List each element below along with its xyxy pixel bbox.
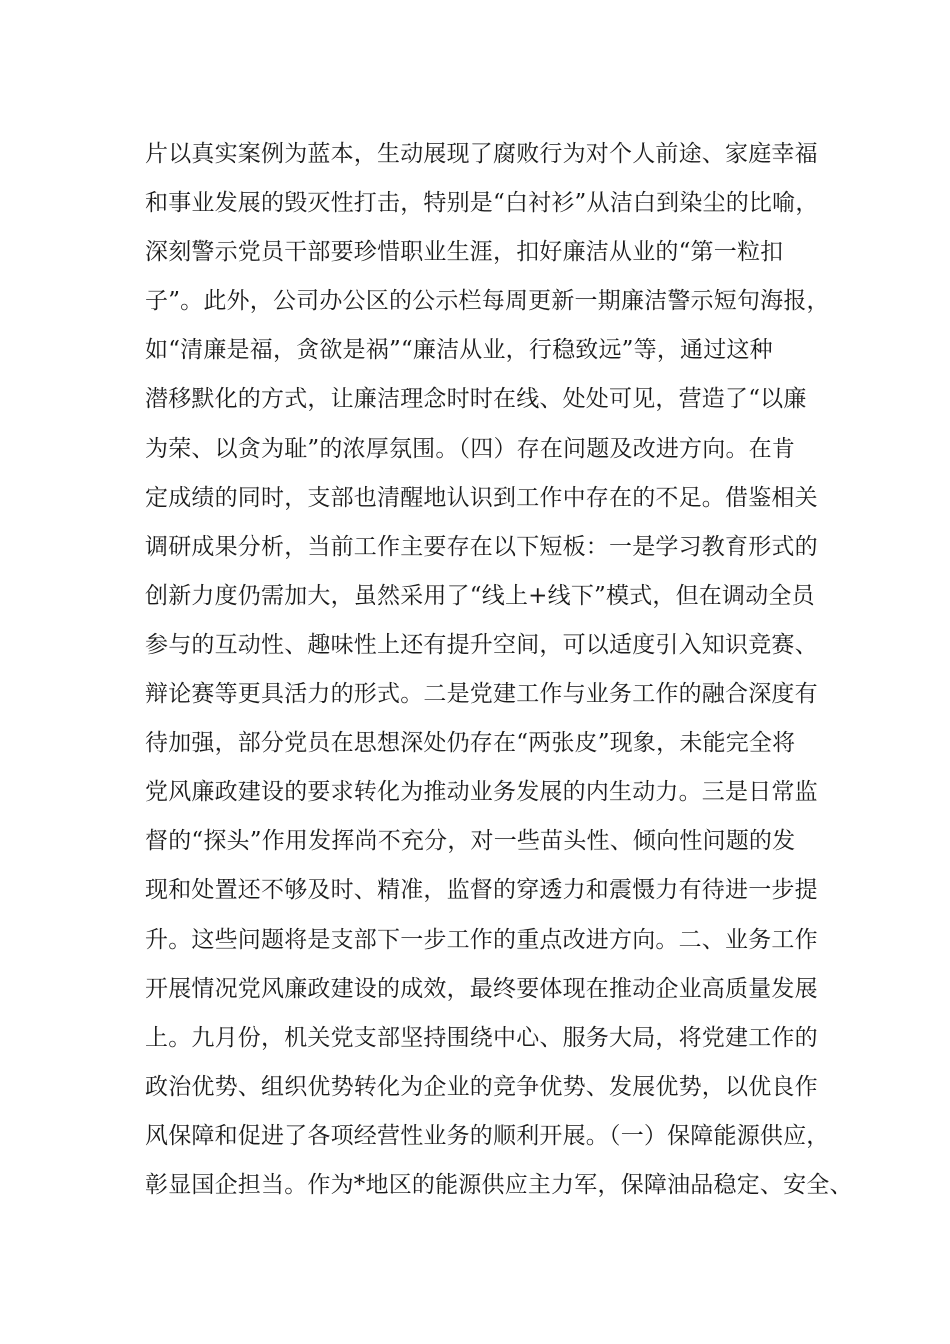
text-line: 调研成果分析，当前工作主要存在以下短板：一是学习教育形式的	[145, 533, 818, 560]
text-line: 定成绩的同时，支部也清醒地认识到工作中存在的不足。借鉴相关	[145, 484, 818, 511]
text-line: 升。这些问题将是支部下一步工作的重点改进方向。二、业务工作	[145, 926, 818, 953]
text-line: 如“清廉是福，贪欲是祸”“廉洁从业，行稳致远”等，通过这种	[145, 337, 773, 364]
text-line: 风保障和促进了各项经营性业务的顺利开展。（一）保障能源供应，	[145, 1122, 830, 1149]
text-line: 党风廉政建设的要求转化为推动业务发展的内生动力。三是日常监	[145, 779, 818, 806]
text-line: 片以真实案例为蓝本，生动展现了腐败行为对个人前途、家庭幸福	[145, 141, 818, 167]
text-line: 开展情况党风廉政建设的成效，最终要体现在推动企业高质量发展	[145, 975, 818, 1002]
text-line: 子”。此外，公司办公区的公示栏每周更新一期廉洁警示短句海报，	[145, 288, 830, 315]
text-line: 参与的互动性、趣味性上还有提升空间，可以适度引入知识竞赛、	[145, 631, 818, 658]
text-line: 现和处置还不够及时、精准，监督的穿透力和震慑力有待进一步提	[145, 877, 818, 904]
text-line: 深刻警示党员干部要珍惜职业生涯，扣好廉洁从业的“第一粒扣	[145, 239, 784, 266]
text-line: 潜移默化的方式，让廉洁理念时时在线、处处可见，营造了“以廉	[145, 386, 807, 413]
text-line: 创新力度仍需加大，虽然采用了“线上+线下”模式，但在调动全员	[145, 582, 815, 609]
body-text	[145, 130, 853, 1210]
text-line: 督的“探头”作用发挥尚不充分，对一些苗头性、倾向性问题的发	[145, 828, 796, 855]
text-line: 上。九月份，机关党支部坚持围绕中心、服务大局，将党建工作的	[145, 1024, 818, 1051]
text-line: 辩论赛等更具活力的形式。二是党建工作与业务工作的融合深度有	[145, 681, 818, 708]
text-line: 和事业发展的毁灭性打击，特别是“白衬衫”从洁白到染尘的比喻，	[145, 190, 819, 217]
text-line: 待加强，部分党员在思想深处仍存在“两张皮”现象，未能完全将	[145, 730, 796, 757]
text-line: 政治优势、组织优势转化为企业的竞争优势、发展优势，以优良作	[145, 1073, 818, 1100]
text-line: 彰显国企担当。作为*地区的能源供应主力军，保障油品稳定、安全、	[145, 1171, 853, 1198]
text-line: 为荣、以贪为耻”的浓厚氛围。（四）存在问题及改进方向。在肯	[145, 435, 796, 462]
